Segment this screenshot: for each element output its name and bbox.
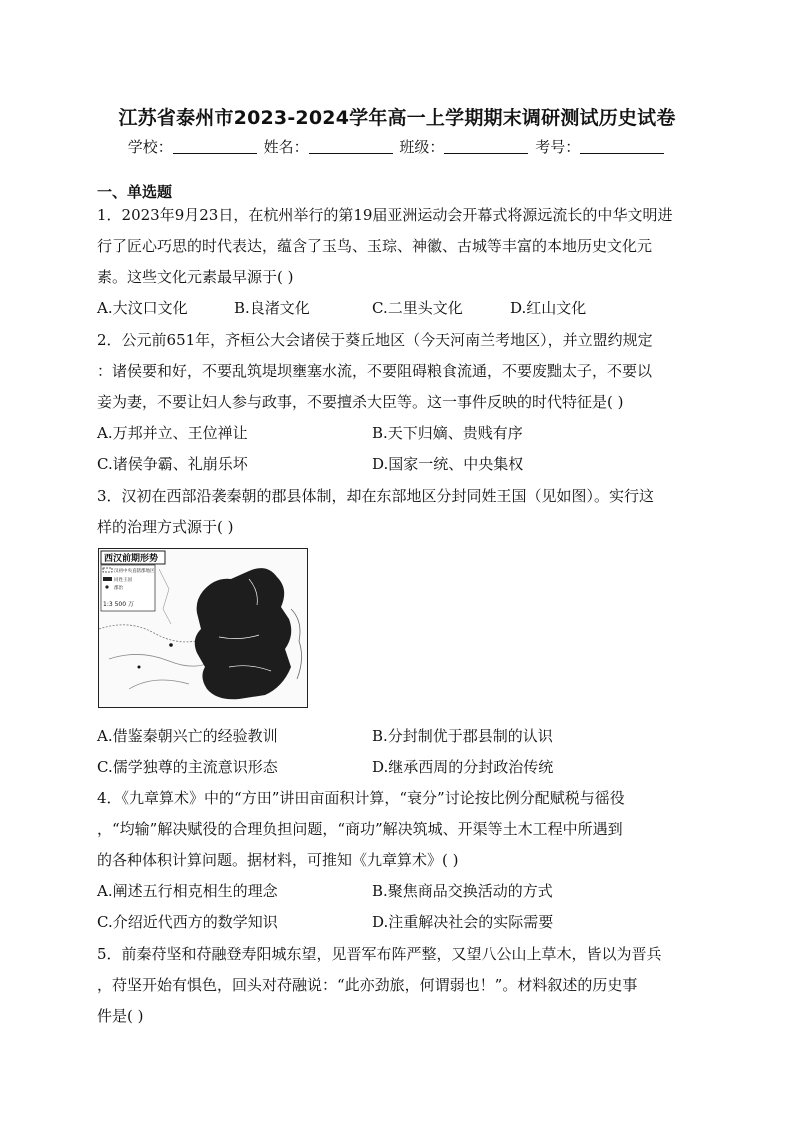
q2-line-2: ：诸侯要和好，不要乱筑堤坝壅塞水流，不要阻碍粮食流通，不要废黜太子，不要以 — [97, 362, 653, 380]
school-blank[interactable] — [173, 139, 257, 154]
map-scale: 1:3 500 万 — [103, 601, 134, 608]
q2-line-3: 妾为妻，不要让妇人参与政事，不要擅杀大臣等。这一事件反映的时代特征是( ) — [97, 393, 624, 411]
q1-option-a[interactable]: A.大汶口文化 — [97, 299, 188, 317]
legend-label-3: 郡治 — [114, 586, 123, 591]
map-city-dot-2 — [138, 666, 141, 669]
map-figure — [99, 549, 307, 707]
q4-option-b[interactable]: B.聚焦商品交换活动的方式 — [372, 882, 553, 900]
q4-line-2: ，“均输”解决赋役的合理负担问题，“商功”解决筑城、开渠等土木工程中所遇到 — [97, 820, 623, 838]
page-title: 江苏省泰州市2023-2024学年高一上学期期末调研测试历史试卷 — [118, 107, 676, 129]
map-kingdom-region — [195, 568, 292, 699]
q4-line-1: 4．《九章算术》中的“方田”讲田亩面积计算，“衰分”讨论按比例分配赋税与徭役 — [97, 789, 625, 807]
map-city-dot — [169, 643, 173, 647]
q4-line-3: 的各种体积计算问题。据材料，可推知《九章算术》( ) — [97, 851, 459, 869]
legend-swatch-2 — [103, 577, 112, 581]
school-label: 学校： — [127, 138, 173, 156]
q4-option-a[interactable]: A.阐述五行相克相生的理念 — [97, 882, 278, 900]
q3-line-1: 3．汉初在西部沿袭秦朝的郡县体制，却在东部地区分封同姓王国（见如图）。实行这 — [97, 487, 655, 505]
q2-option-b[interactable]: B.天下归嫡、贵贱有序 — [372, 424, 523, 442]
q2-option-c[interactable]: C.诸侯争霸、礼崩乐坏 — [97, 455, 248, 473]
map-contour — [159, 569, 171, 624]
number-blank[interactable] — [580, 139, 664, 154]
q5-line-3: 件是( ) — [97, 1007, 144, 1025]
legend-swatch-3 — [105, 585, 108, 588]
legend-label-1: 汉初中央直辖郡地区 — [114, 569, 155, 574]
class-label: 班级： — [399, 138, 445, 156]
q1-line-1: 1．2023年9月23日，在杭州举行的第19届亚洲运动会开幕式将源远流长的中华文明进 — [97, 206, 673, 224]
map-border-line — [99, 625, 204, 642]
q1-option-b[interactable]: B.良渚文化 — [234, 299, 310, 317]
class-blank[interactable] — [444, 139, 528, 154]
map-coastline — [291, 609, 302, 679]
q5-line-1: 5．前秦苻坚和苻融登寿阳城东望，见晋军布阵严整，又望八公山上草木，皆以为晋兵 — [97, 945, 662, 963]
map-title: 西汉前期形势 — [104, 554, 159, 564]
q2-option-d[interactable]: D.国家一统、中央集权 — [372, 455, 524, 473]
map-river-2 — [129, 680, 189, 689]
q2-line-1: 2．公元前651年，齐桓公大会诸侯于葵丘地区（今天河南兰考地区），并立盟约规定 — [97, 331, 653, 349]
q3-option-b[interactable]: B.分封制优于郡县制的认识 — [372, 727, 553, 745]
q4-option-c[interactable]: C.介绍近代西方的数学知识 — [97, 913, 278, 931]
western-han-map — [98, 548, 308, 708]
q1-line-3: 素。这些文化元素最早源于( ) — [97, 268, 294, 286]
q2-option-a[interactable]: A.万邦并立、王位禅让 — [97, 424, 248, 442]
q4-option-d[interactable]: D.注重解决社会的实际需要 — [372, 913, 554, 931]
student-info-line — [0, 136, 794, 157]
number-label: 考号： — [535, 138, 581, 156]
q3-option-c[interactable]: C.儒学独尊的主流意识形态 — [97, 758, 278, 776]
q1-option-d[interactable]: D.红山文化 — [510, 299, 587, 317]
legend-label-2: 同姓王国 — [114, 578, 132, 583]
q3-line-2: 样的治理方式源于( ) — [97, 518, 234, 536]
name-label: 姓名： — [263, 138, 309, 156]
q3-option-d[interactable]: D.继承西周的分封政治传统 — [372, 758, 554, 776]
q5-line-2: ，苻坚开始有惧色，回头对苻融说：“此亦劲旅，何谓弱也！”。材料叙述的历史事 — [97, 976, 638, 994]
q1-option-c[interactable]: C.二里头文化 — [372, 299, 463, 317]
q3-option-a[interactable]: A.借鉴秦朝兴亡的经验教训 — [97, 727, 278, 745]
section-title: 一、单选题 — [97, 183, 173, 201]
q1-line-2: 行了匠心巧思的时代表达，蕴含了玉鸟、玉琮、神徽、古城等丰富的本地历史文化元 — [97, 237, 653, 255]
name-blank[interactable] — [309, 139, 393, 154]
